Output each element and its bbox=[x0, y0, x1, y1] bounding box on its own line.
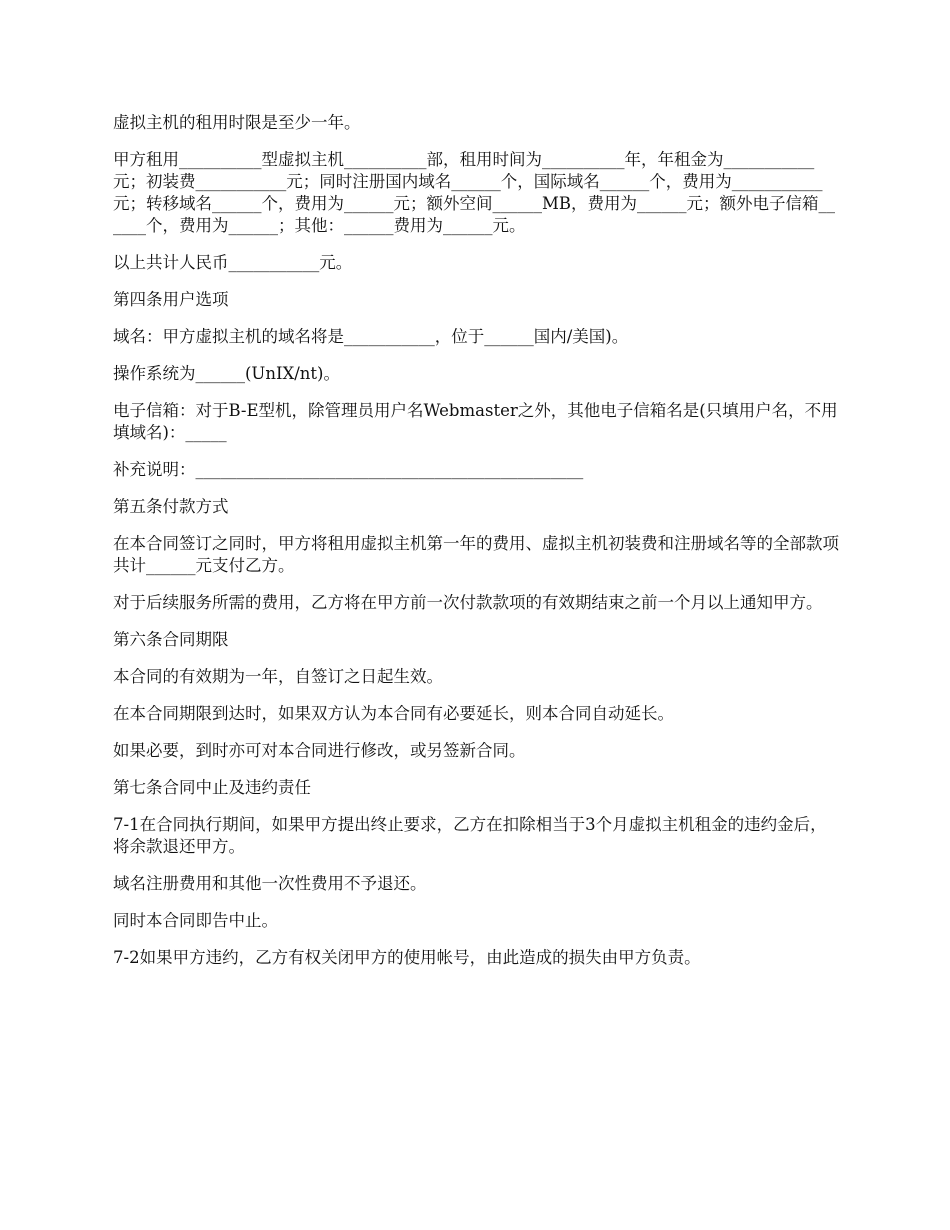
document-body bbox=[113, 112, 843, 984]
paragraph-rental-term: 虚拟主机的租用时限是至少一年。 bbox=[113, 113, 361, 132]
paragraph-supplementary-note: 补充说明：_______________________________________________ bbox=[113, 460, 584, 479]
paragraph-clause-7-2: 7-2如果甲方违约，乙方有权关闭甲方的使用帐号，由此造成的损失由甲方负责。 bbox=[113, 948, 701, 967]
paragraph-modification: 如果必要，到时亦可对本合同进行修改，或另签新合同。 bbox=[113, 741, 526, 760]
paragraph-email: 电子信箱：对于B-E型机，除管理员用户名Webmaster之外，其他电子信箱名是(只填用户名，不用填域名)：_____ bbox=[113, 401, 838, 442]
section-heading-article-6: 第六条合同期限 bbox=[113, 630, 229, 649]
section-heading-article-5: 第五条付款方式 bbox=[113, 497, 229, 516]
paragraph-domain-name: 域名：甲方虚拟主机的域名将是___________，位于______国内/美国)。 bbox=[113, 327, 629, 346]
paragraph-total: 以上共计人民币___________元。 bbox=[113, 253, 353, 272]
paragraph-rental-fees: 甲方租用__________型虚拟主机__________部，租用时间为__________年，年租金为___________元；初装费___________元；同时注册国内域名______个，国际域名______个，费用为___________元；转移域名______个，费用为______元；额外空间______MB，费用为______元；额外电子信箱______个，费用为______；其他：______费用为______元。 bbox=[113, 150, 836, 235]
paragraph-validity: 本合同的有效期为一年，自签订之日起生效。 bbox=[113, 667, 443, 686]
paragraph-no-refund: 域名注册费用和其他一次性费用不予退还。 bbox=[113, 874, 427, 893]
section-heading-article-7: 第七条合同中止及违约责任 bbox=[113, 778, 311, 797]
section-heading-article-4: 第四条用户选项 bbox=[113, 290, 229, 309]
paragraph-extension: 在本合同期限到达时，如果双方认为本合同有必要延长，则本合同自动延长。 bbox=[113, 704, 674, 723]
paragraph-operating-system: 操作系统为______(UnIX/nt)。 bbox=[113, 364, 340, 383]
paragraph-payment-followup: 对于后续服务所需的费用，乙方将在甲方前一次付款款项的有效期结束之前一个月以上通知甲方。 bbox=[113, 593, 823, 612]
paragraph-clause-7-1: 7-1在合同执行期间，如果甲方提出终止要求，乙方在扣除相当于3个月虚拟主机租金的违约金后，将余款退还甲方。 bbox=[113, 815, 827, 856]
paragraph-payment-initial: 在本合同签订之同时，甲方将租用虚拟主机第一年的费用、虚拟主机初装费和注册域名等的全部款项共计______元支付乙方。 bbox=[113, 534, 839, 575]
paragraph-termination: 同时本合同即告中止。 bbox=[113, 911, 278, 930]
